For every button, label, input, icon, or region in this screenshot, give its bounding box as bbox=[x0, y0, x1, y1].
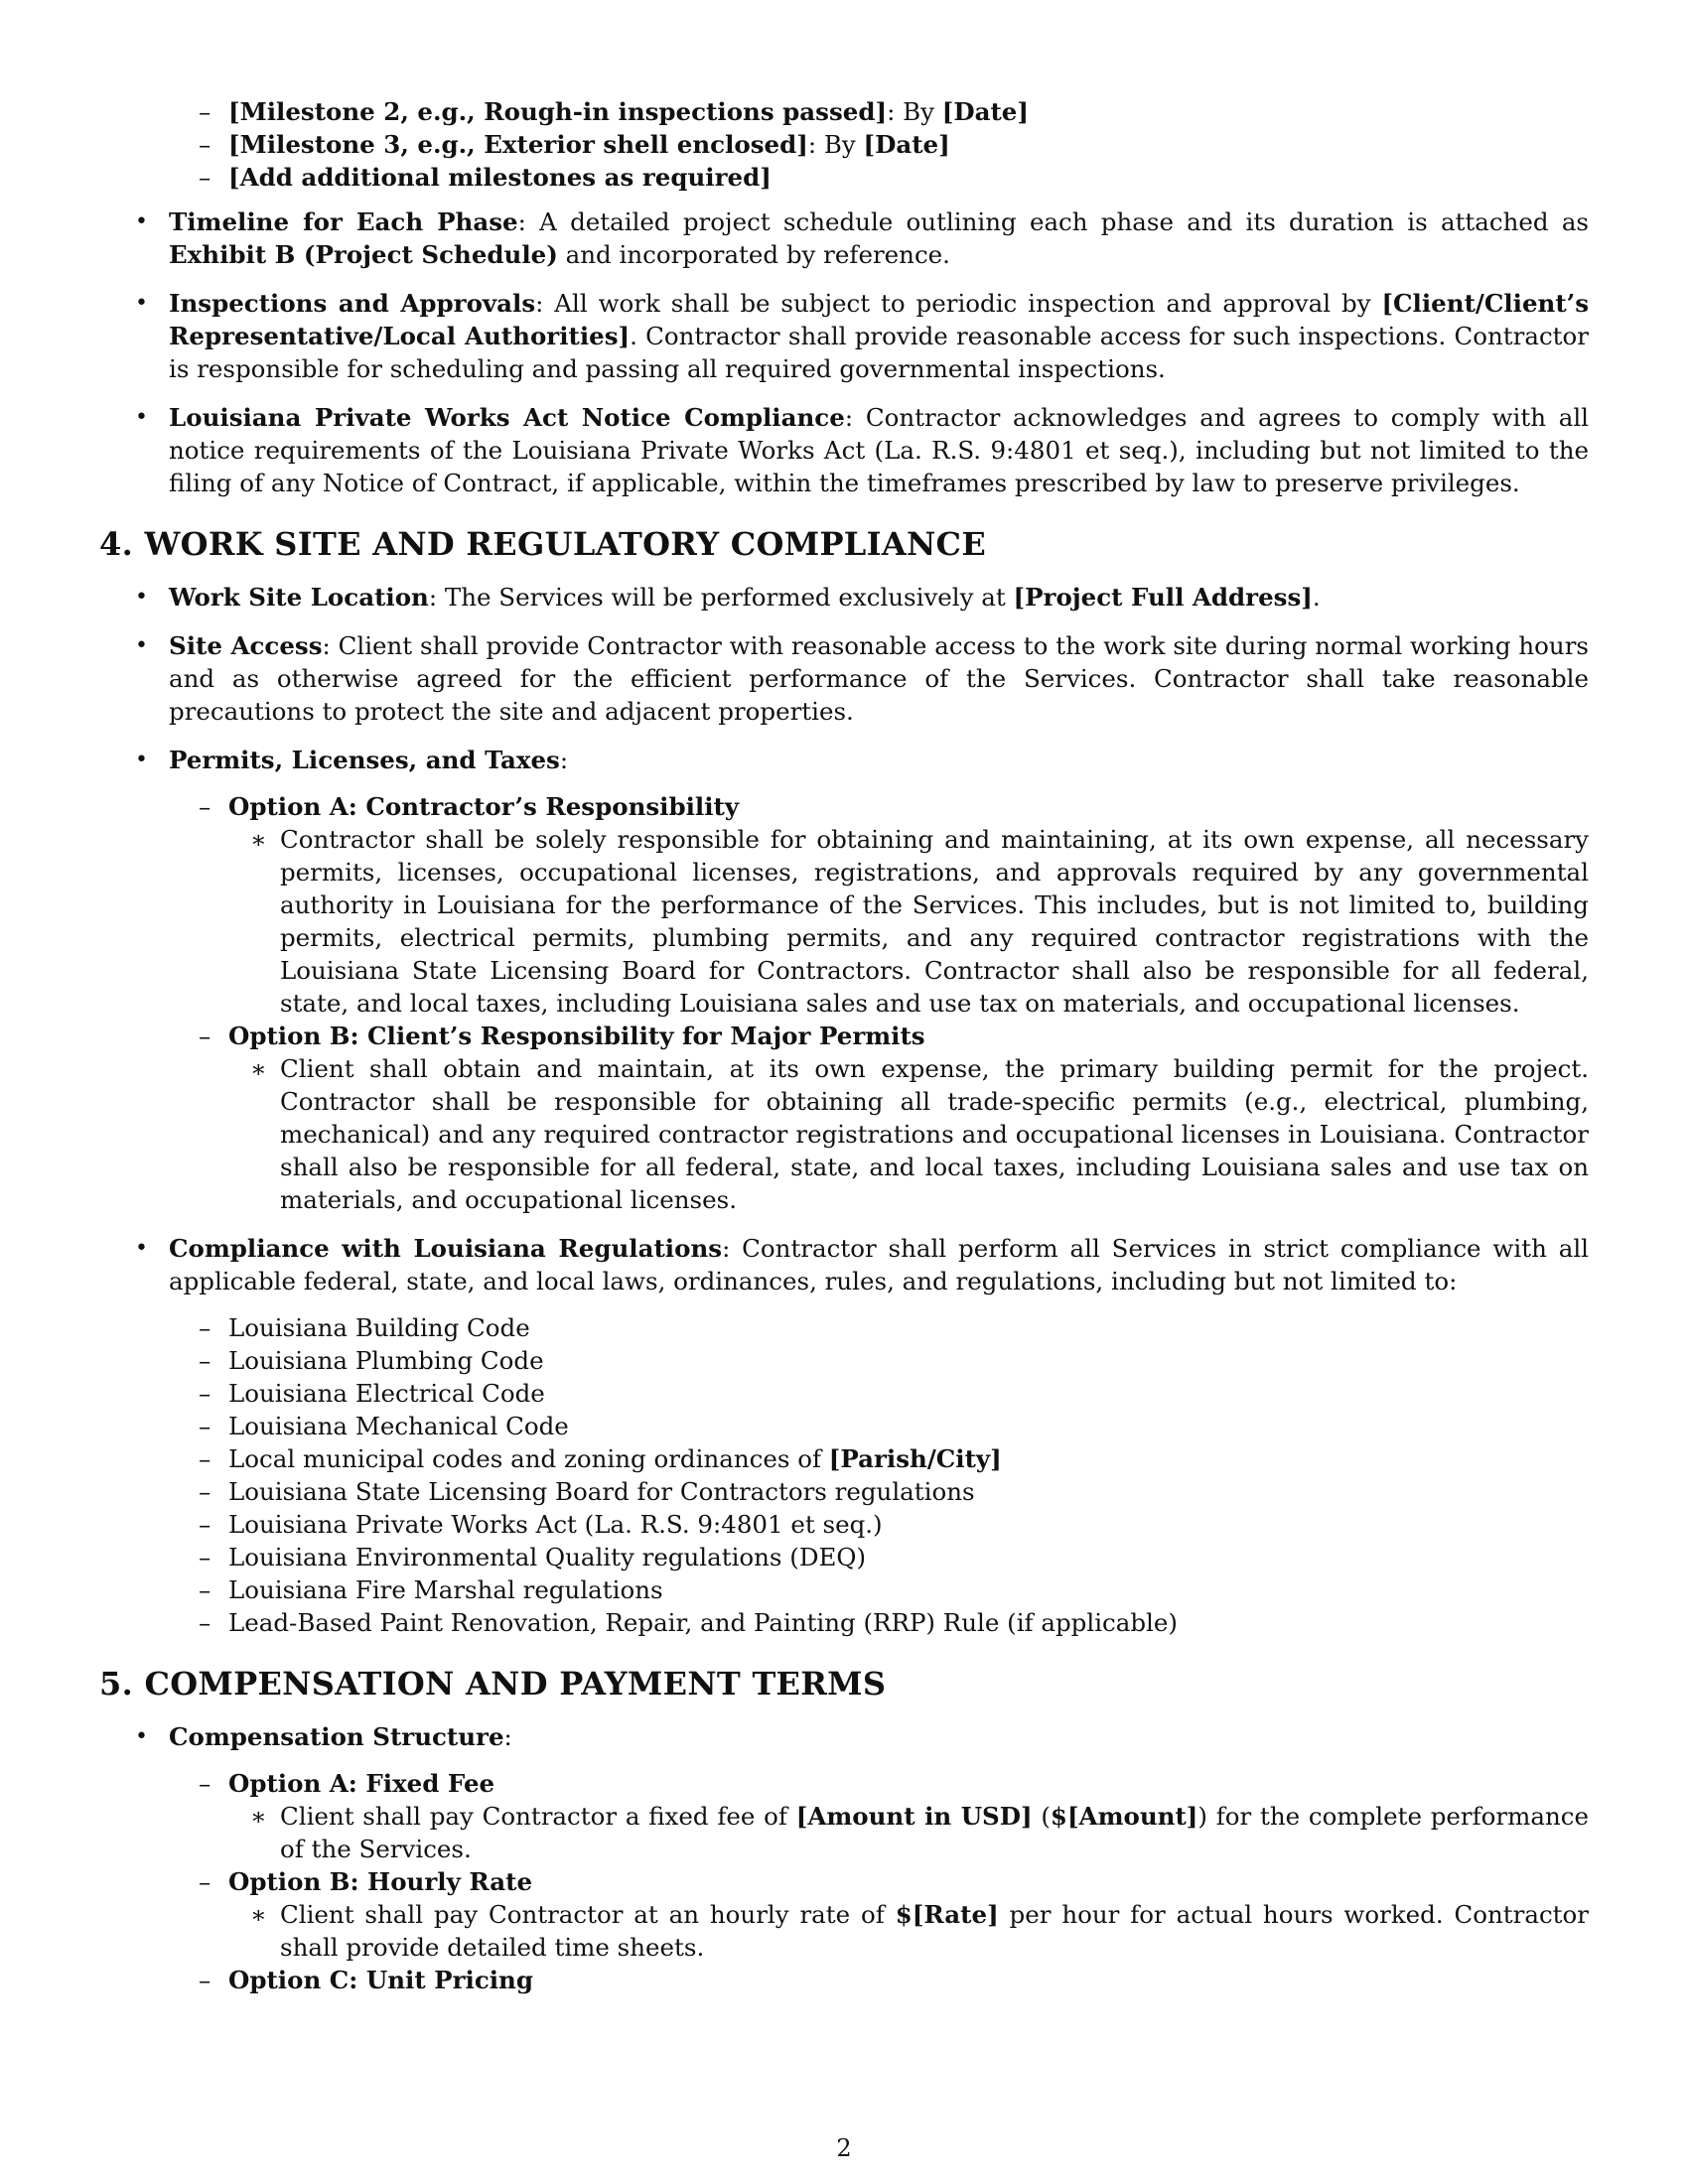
list-item: – Louisiana Private Works Act (La. R.S. 9:4801 et seq.) bbox=[169, 1508, 1589, 1541]
permit-option-b: – Option B: Client’s Responsibility for Major Permits ∗ Client shall obtain and maintain, at its own expense, the primary building permit for the project. Contractor shall be responsible for obtaining all trade-specific permits (e.g., electrical, plumbing, mechanical) and any required contractor registrations and occupational licenses in Louisiana. Contractor shall also be responsible for all federal, state, and local taxes, including Louisiana sales and use tax on materials, and occupational licenses. bbox=[169, 1020, 1589, 1216]
option-b-details bbox=[228, 1052, 1589, 1216]
list-item: – [Add additional milestones as required] bbox=[99, 161, 1589, 194]
list-item: ∗ Client shall pay Contractor at an hourly rate of $[Rate] per hour for actual hours worked. Contractor shall provide detailed time sheets. bbox=[228, 1898, 1589, 1964]
list-item: – Louisiana Plumbing Code bbox=[169, 1344, 1589, 1377]
section-3-items bbox=[99, 205, 1589, 499]
section-4-heading: 4. WORK SITE AND REGULATORY COMPLIANCE bbox=[99, 525, 987, 563]
lpwa-item: • Louisiana Private Works Act Notice Compliance: Contractor acknowledges and agrees to comply with all notice requirements of the Louisiana Private Works Act (La. R.S. 9:4801 et seq.), including but not limited to the filing of any Notice of Contract, if applicable, within the timeframes prescribed by law to preserve privileges. bbox=[99, 401, 1589, 499]
comp-option-b: – Option B: Hourly Rate ∗ Client shall pay Contractor at an hourly rate of $[Rate] per hour for actual hours worked. Contractor shall provide detailed time sheets. bbox=[169, 1865, 1589, 1964]
list-item: – Local municipal codes and zoning ordinances of [Parish/City] bbox=[169, 1442, 1589, 1475]
list-item: – Louisiana Environmental Quality regulations (DEQ) bbox=[169, 1541, 1589, 1573]
list-item: ∗ Contractor shall be solely responsible for obtaining and maintaining, at its own expense, all necessary permits, licenses, occupational licenses, registrations, and approvals required by any governmental authority in Louisiana for the performance of the Services. This includes, but is not limited to, building permits, electrical permits, plumbing permits, and any required contractor registrations with the Louisiana State Licensing Board for Contractors. Contractor shall also be responsible for all federal, state, and local taxes, including Louisiana sales and use tax on materials, and occupational licenses. bbox=[228, 823, 1589, 1020]
compensation-options bbox=[169, 1767, 1589, 1996]
list-item: ∗ Client shall pay Contractor a fixed fee of [Amount in USD] ($[Amount]) for the complete performance of the Services. bbox=[228, 1800, 1589, 1865]
page-content bbox=[99, 95, 1589, 2012]
section-4-items bbox=[99, 581, 1589, 1639]
section-5-items bbox=[99, 1720, 1589, 1996]
timeline-item: • Timeline for Each Phase: A detailed project schedule outlining each phase and its duration is attached as Exhibit B (Project Schedule) and incorporated by reference. bbox=[99, 205, 1589, 271]
list-item: – Louisiana Electrical Code bbox=[169, 1377, 1589, 1410]
option-a-details bbox=[228, 1800, 1589, 1865]
work-site-location-item: • Work Site Location: The Services will be performed exclusively at [Project Full Address]. bbox=[99, 581, 1589, 614]
list-item: – Louisiana Building Code bbox=[169, 1311, 1589, 1344]
regulations-list bbox=[169, 1311, 1589, 1639]
option-b-details bbox=[228, 1898, 1589, 1964]
list-item: – Lead-Based Paint Renovation, Repair, and Painting (RRP) Rule (if applicable) bbox=[169, 1606, 1589, 1639]
permit-options bbox=[169, 790, 1589, 1216]
list-item: – [Milestone 3, e.g., Exterior shell enclosed]: By [Date] bbox=[99, 128, 1589, 161]
compensation-structure-item: • Compensation Structure: – Option A: Fixed Fee ∗ Client shall pay Contractor a fixed fee of [Amount in USD] ($[Amount]) for the complete performance of the Services. – Option B: Hourly Rate ∗ Client shall pay Contractor at an hourly rate of $[Rate] per hour for actual hours worked. Contractor shall provide detailed time sheets. – Option C: Unit Pricing bbox=[99, 1720, 1589, 1996]
list-item: – Louisiana Mechanical Code bbox=[169, 1410, 1589, 1442]
milestone-list bbox=[99, 95, 1589, 194]
permit-option-a: – Option A: Contractor’s Responsibility ∗ Contractor shall be solely responsible for obtaining and maintaining, at its own expense, all necessary permits, licenses, occupational licenses, registrations, and approvals required by any governmental authority in Louisiana for the performance of the Services. This includes, but is not limited to, building permits, electrical permits, plumbing permits, and any required contractor registrations with the Louisiana State Licensing Board for Contractors. Contractor shall also be responsible for all federal, state, and local taxes, including Louisiana sales and use tax on materials, and occupational licenses. bbox=[169, 790, 1589, 1020]
compliance-item: • Compliance with Louisiana Regulations: Contractor shall perform all Services in strict compliance with all applicable federal, state, and local laws, ordinances, rules, and regulations, including but not limited to: – Louisiana Building Code – Louisiana Plumbing Code – Louisiana Electrical Code – Louisiana Mechanical Code – Local municipal codes and zoning ordinances of [Parish/City] – Louisiana State Licensing Board for Contractors regulations – Louisiana Private Works Act (La. R.S. 9:4801 et seq.) – Louisiana Environmental Quality regulations (DEQ) – Louisiana Fire Marshal regulations – Lead-Based Paint Renovation, Repair, and Painting (RRP) Rule (if applicable) bbox=[99, 1232, 1589, 1639]
list-item: – Louisiana Fire Marshal regulations bbox=[169, 1573, 1589, 1606]
option-a-details bbox=[228, 823, 1589, 1020]
inspections-item: • Inspections and Approvals: All work shall be subject to periodic inspection and approval by [Client/Client’s Representative/Local Authorities]. Contractor shall provide reasonable access for such inspections. Contractor is responsible for scheduling and passing all required governmental inspections. bbox=[99, 287, 1589, 385]
site-access-item: • Site Access: Client shall provide Contractor with reasonable access to the work site during normal working hours and as otherwise agreed for the efficient performance of the Services. Contractor shall take reasonable precautions to protect the site and adjacent properties. bbox=[99, 629, 1589, 728]
page-number: 2 bbox=[836, 2134, 852, 2162]
list-item: ∗ Client shall obtain and maintain, at its own expense, the primary building permit for the project. Contractor shall be responsible for obtaining all trade-specific permits (e.g., electrical, plumbing, mechanical) and any required contractor registrations and occupational licenses in Louisiana. Contractor shall also be responsible for all federal, state, and local taxes, including Louisiana sales and use tax on materials, and occupational licenses. bbox=[228, 1052, 1589, 1216]
list-item: – [Milestone 2, e.g., Rough-in inspections passed]: By [Date] bbox=[99, 95, 1589, 128]
comp-option-c: – Option C: Unit Pricing bbox=[169, 1964, 1589, 1996]
permits-item: • Permits, Licenses, and Taxes: – Option A: Contractor’s Responsibility ∗ Contractor shall be solely responsible for obtaining and maintaining, at its own expense, all necessary permits, licenses, occupational licenses, registrations, and approvals required by any governmental authority in Louisiana for the performance of the Services. This includes, but is not limited to, building permits, electrical permits, plumbing permits, and any required contractor registrations with the Louisiana State Licensing Board for Contractors. Contractor shall also be responsible for all federal, state, and local taxes, including Louisiana sales and use tax on materials, and occupational licenses. – Option B: Client’s Responsibility for Major Permits ∗ Client shall obtain and maintain, at its own expense, the primary building permit for the project. Contractor shall be responsible for obtaining all trade-specific permits (e.g., electrical, plumbing, mechanical) and any required contractor registrations and occupational licenses in Louisiana. Contractor shall also be responsible for all federal, state, and local taxes, including Louisiana sales and use tax on materials, and occupational licenses. bbox=[99, 744, 1589, 1216]
list-item: – Louisiana State Licensing Board for Contractors regulations bbox=[169, 1475, 1589, 1508]
section-5-heading: 5. COMPENSATION AND PAYMENT TERMS bbox=[99, 1665, 887, 1703]
comp-option-a: – Option A: Fixed Fee ∗ Client shall pay Contractor a fixed fee of [Amount in USD] ($[Amount]) for the complete performance of the Services. bbox=[169, 1767, 1589, 1865]
